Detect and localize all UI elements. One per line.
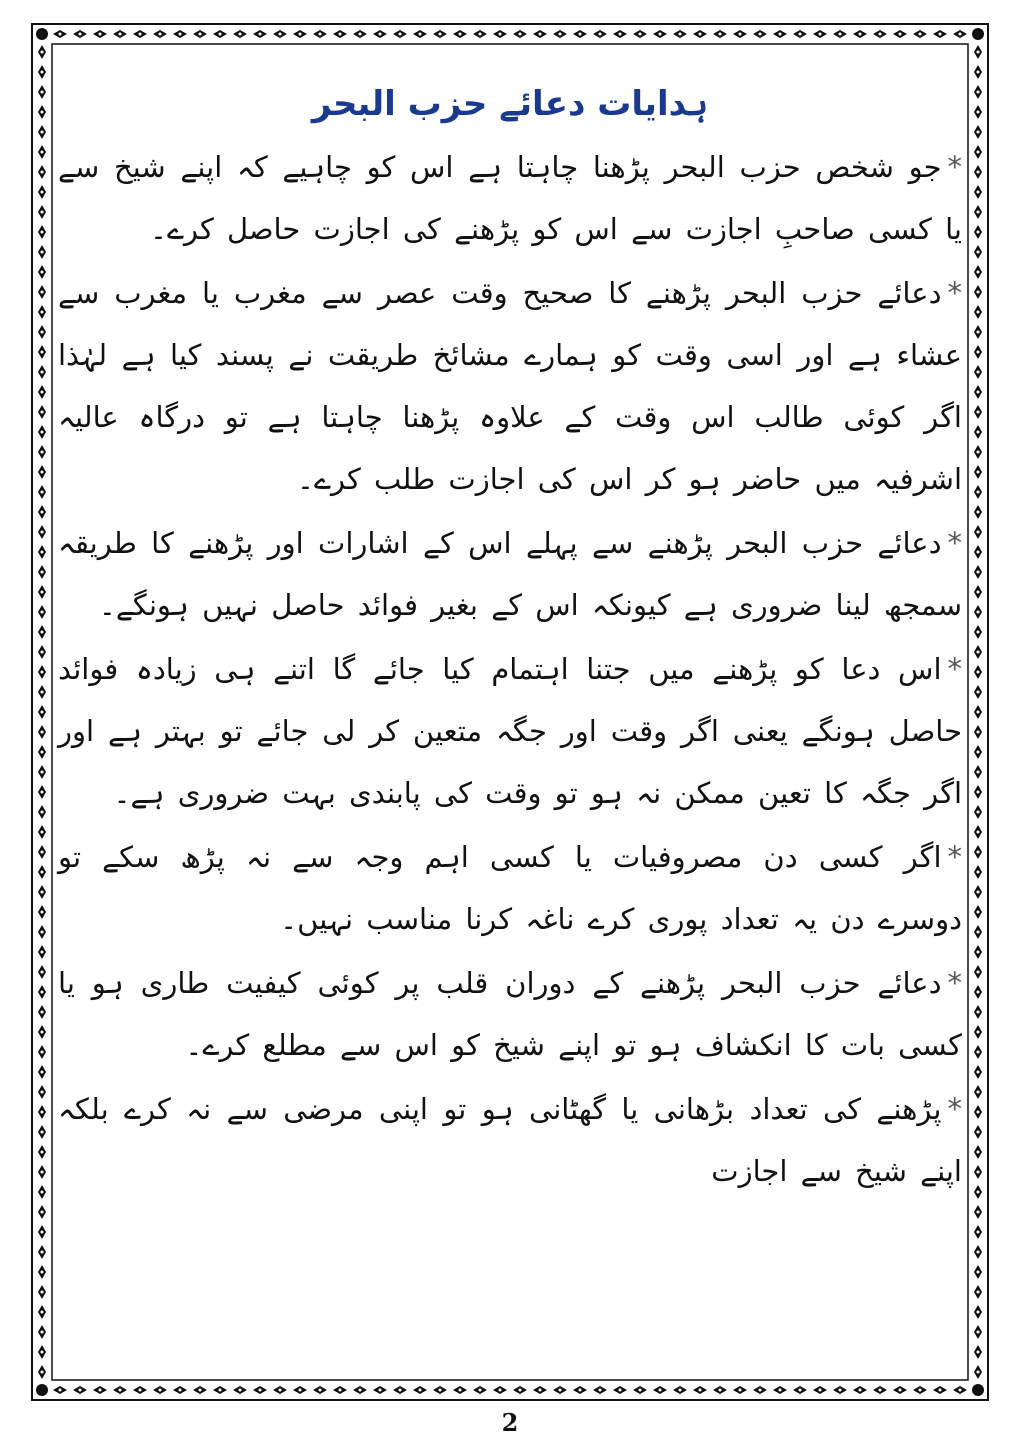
- border-bead-dot: [41, 1311, 44, 1314]
- border-bead-dot: [977, 1131, 980, 1134]
- border-bead-dot: [379, 33, 382, 36]
- border-bead-dot: [977, 431, 980, 434]
- border-bead-dot: [41, 1271, 44, 1274]
- paragraph-text: پڑھنے کی تعداد بڑھانی یا گھٹانی ہو تو اپنی مرضی سے نہ کرے بلکہ اپنے شیخ سے اجازت: [58, 1092, 962, 1188]
- border-bead-dot: [41, 1331, 44, 1334]
- border-bead-dot: [479, 33, 482, 36]
- border-bead-dot: [977, 711, 980, 714]
- border-bead-dot: [779, 33, 782, 36]
- border-bead-dot: [399, 1389, 402, 1392]
- border-bead-dot: [459, 33, 462, 36]
- border-bead-dot: [41, 211, 44, 214]
- border-bead-dot: [41, 71, 44, 74]
- border-bead-dot: [41, 51, 44, 54]
- border-bead-dot: [599, 33, 602, 36]
- border-bead-dot: [879, 33, 882, 36]
- border-bead-dot: [977, 971, 980, 974]
- border-bead-dot: [779, 1389, 782, 1392]
- border-bead-dot: [41, 951, 44, 954]
- border-bead-dot: [579, 33, 582, 36]
- border-bead-dot: [99, 33, 102, 36]
- border-bead-dot: [977, 371, 980, 374]
- border-bead-dot: [379, 1389, 382, 1392]
- border-bead-dot: [799, 33, 802, 36]
- border-bead-dot: [41, 1171, 44, 1174]
- border-bead-dot: [599, 1389, 602, 1392]
- paragraph-7: [58, 1078, 962, 1202]
- paragraph-text: اس دعا کو پڑھنے میں جتنا اہتمام کیا جائے گا اتنے ہی زیادہ فوائد حاصل ہونگے یعنی اگر وقت اور جگہ متعین کر لی جائے تو بہتر ہے اور اگر جگہ کا تعین ممکن نہ ہو تو وقت کی پابندی بہت ضروری ہے۔: [58, 652, 962, 810]
- border-bead-dot: [977, 1091, 980, 1094]
- border-bead-dot: [977, 231, 980, 234]
- border-corner: [972, 1384, 984, 1396]
- border-bead-dot: [977, 771, 980, 774]
- border-bead-dot: [977, 931, 980, 934]
- border-bead-dot: [41, 491, 44, 494]
- border-bead-dot: [977, 591, 980, 594]
- page-title: ہدایات دعائے حزب البحر: [311, 84, 709, 124]
- border-bead-dot: [299, 1389, 302, 1392]
- border-bead-dot: [41, 1291, 44, 1294]
- bullet-marker: *: [947, 966, 962, 1000]
- border-bead-dot: [977, 571, 980, 574]
- bullet-marker: *: [947, 150, 962, 184]
- border-bead-dot: [977, 751, 980, 754]
- border-bead-dot: [41, 151, 44, 154]
- bullet-marker: *: [947, 526, 962, 560]
- paragraph-2: [58, 262, 962, 510]
- border-bead-dot: [519, 33, 522, 36]
- border-bead-dot: [41, 351, 44, 354]
- border-bead-dot: [977, 1291, 980, 1294]
- border-bead-dot: [439, 1389, 442, 1392]
- border-bead-dot: [977, 911, 980, 914]
- border-bead-dot: [977, 671, 980, 674]
- border-bead-dot: [439, 33, 442, 36]
- border-bead-dot: [899, 1389, 902, 1392]
- border-bead-dot: [359, 1389, 362, 1392]
- border-bead-dot: [41, 1191, 44, 1194]
- border-bead-dot: [977, 131, 980, 134]
- border-bead-dot: [859, 33, 862, 36]
- border-bead-dot: [41, 1071, 44, 1074]
- border-bead-dot: [619, 1389, 622, 1392]
- border-bead-dot: [279, 33, 282, 36]
- border-bead-dot: [41, 1051, 44, 1054]
- border-bead-dot: [919, 1389, 922, 1392]
- border-bead-dot: [977, 451, 980, 454]
- border-bead-dot: [919, 33, 922, 36]
- border-bead-dot: [959, 1389, 962, 1392]
- bullet-marker: *: [947, 652, 962, 686]
- border-bead-dot: [41, 231, 44, 234]
- border-bead-dot: [41, 991, 44, 994]
- border-bead-dot: [977, 991, 980, 994]
- border-bead-dot: [977, 311, 980, 314]
- border-bead-dot: [977, 791, 980, 794]
- border-bead-dot: [759, 1389, 762, 1392]
- border-bead-dot: [41, 1351, 44, 1354]
- border-bead-dot: [119, 1389, 122, 1392]
- border-bead-dot: [41, 291, 44, 294]
- border-bead-dot: [977, 391, 980, 394]
- border-bead-dot: [41, 671, 44, 674]
- border-bead-dot: [977, 291, 980, 294]
- border-bead-dot: [619, 33, 622, 36]
- border-bead-dot: [79, 33, 82, 36]
- paragraph-6: [58, 952, 962, 1076]
- border-bead-dot: [41, 891, 44, 894]
- border-bead-dot: [419, 33, 422, 36]
- border-bead-dot: [977, 851, 980, 854]
- border-bead-dot: [41, 1371, 44, 1374]
- border-bead-dot: [499, 33, 502, 36]
- border-bead-dot: [899, 33, 902, 36]
- border-bead-dot: [839, 33, 842, 36]
- border-bead-dot: [977, 951, 980, 954]
- border-bead-dot: [977, 171, 980, 174]
- border-bead-dot: [119, 33, 122, 36]
- border-bead-dot: [579, 1389, 582, 1392]
- border-bead-dot: [41, 371, 44, 374]
- border-bead-dot: [239, 33, 242, 36]
- border-bead-dot: [977, 1011, 980, 1014]
- border-bead-dot: [977, 1171, 980, 1174]
- border-bead-dot: [339, 1389, 342, 1392]
- border-bead-dot: [41, 1211, 44, 1214]
- border-bead-dot: [99, 1389, 102, 1392]
- border-bead-dot: [41, 1251, 44, 1254]
- border-bead-dot: [977, 551, 980, 554]
- border-bead-dot: [41, 911, 44, 914]
- border-bead-dot: [977, 1331, 980, 1334]
- border-bead-dot: [41, 111, 44, 114]
- border-bead-dot: [59, 1389, 62, 1392]
- border-bead-dot: [199, 1389, 202, 1392]
- border-bead-dot: [977, 1151, 980, 1154]
- border-bead-dot: [939, 33, 942, 36]
- border-bead-dot: [41, 771, 44, 774]
- border-bead-dot: [639, 1389, 642, 1392]
- border-bead-dot: [419, 1389, 422, 1392]
- border-bead-dot: [679, 33, 682, 36]
- border-bead-dot: [41, 471, 44, 474]
- border-bead-dot: [977, 471, 980, 474]
- border-bead-dot: [41, 711, 44, 714]
- border-bead-dot: [977, 71, 980, 74]
- border-bead-dot: [959, 33, 962, 36]
- border-bead-dot: [359, 33, 362, 36]
- border-bead-dot: [399, 33, 402, 36]
- border-bead-dot: [219, 33, 222, 36]
- border-bead-dot: [41, 591, 44, 594]
- border-bead-dot: [41, 831, 44, 834]
- border-bead-dot: [559, 33, 562, 36]
- border-bead-dot: [839, 1389, 842, 1392]
- border-bead-dot: [41, 871, 44, 874]
- border-bead-dot: [977, 511, 980, 514]
- border-bead-dot: [659, 1389, 662, 1392]
- border-bead-dot: [977, 1231, 980, 1234]
- border-bead-dot: [259, 33, 262, 36]
- border-bead-dot: [239, 1389, 242, 1392]
- border-bead-dot: [977, 1351, 980, 1354]
- border-bead-dot: [41, 1151, 44, 1154]
- border-bead-dot: [41, 91, 44, 94]
- border-bead-dot: [977, 191, 980, 194]
- border-bead-dot: [719, 1389, 722, 1392]
- border-bead-dot: [41, 611, 44, 614]
- paragraph-text: دعائے حزب البحر پڑھنے سے پہلے اس کے اشارات اور پڑھنے کا طریقہ سمجھ لینا ضروری ہے کیونکہ اس کے بغیر فوائد حاصل نہیں ہونگے۔: [58, 526, 962, 622]
- border-bead-dot: [539, 1389, 542, 1392]
- border-bead-dot: [977, 631, 980, 634]
- border-bead-dot: [41, 1091, 44, 1094]
- border-bead-dot: [799, 1389, 802, 1392]
- paragraph-text: دعائے حزب البحر پڑھنے کا صحیح وقت عصر سے مغرب یا مغرب سے عشاء ہے اور اسی وقت کو ہمارے مشائخ طریقت نے پسند کیا ہے لہٰذا اگر کوئی طالب اس وقت کے علاوہ پڑھنا چاہتا ہے تو درگاہ عالیہ اشرفیہ میں حاضر ہو کر اس کی اجازت طلب کرے۔: [58, 276, 962, 496]
- paragraph-3: [58, 512, 962, 636]
- border-bead-dot: [41, 631, 44, 634]
- border-bead-dot: [977, 531, 980, 534]
- border-bead-dot: [41, 1111, 44, 1114]
- border-bead-dot: [977, 51, 980, 54]
- border-bead-dot: [41, 751, 44, 754]
- paragraph-text: جو شخص حزب البحر پڑھنا چاہتا ہے اس کو چاہیے کہ اپنے شیخ سے یا کسی صاحبِ اجازت سے اس کو پڑھنے کی اجازت حاصل کرے۔: [58, 150, 962, 246]
- border-bead-dot: [41, 931, 44, 934]
- border-bead-dot: [879, 1389, 882, 1392]
- border-bead-dot: [139, 33, 142, 36]
- border-bead-dot: [41, 1231, 44, 1234]
- border-bead-dot: [41, 1031, 44, 1034]
- border-bead-dot: [41, 431, 44, 434]
- page-number: 2: [501, 1408, 519, 1437]
- border-bead-dot: [41, 1131, 44, 1134]
- border-bead-dot: [739, 33, 742, 36]
- border-bead-dot: [977, 331, 980, 334]
- border-bead-dot: [699, 33, 702, 36]
- border-bead-dot: [977, 1311, 980, 1314]
- page-content: [58, 78, 962, 1371]
- border-bead-dot: [41, 191, 44, 194]
- border-bead-dot: [219, 1389, 222, 1392]
- border-bead-dot: [479, 1389, 482, 1392]
- border-bead-dot: [977, 1031, 980, 1034]
- border-bead-dot: [977, 611, 980, 614]
- paragraph-text: اگر کسی دن مصروفیات یا کسی اہم وجہ سے نہ پڑھ سکے تو دوسرے دن یہ تعداد پوری کرے ناغہ کرنا مناسب نہیں۔: [58, 840, 962, 936]
- bullet-marker: *: [947, 276, 962, 310]
- border-bead-dot: [59, 33, 62, 36]
- border-bead-dot: [977, 91, 980, 94]
- border-bead-dot: [639, 33, 642, 36]
- border-corner: [972, 28, 984, 40]
- border-bead-dot: [41, 791, 44, 794]
- border-bead-dot: [179, 1389, 182, 1392]
- border-bead-dot: [159, 1389, 162, 1392]
- border-bead-dot: [279, 1389, 282, 1392]
- border-bead-dot: [759, 33, 762, 36]
- border-bead-dot: [259, 1389, 262, 1392]
- border-bead-dot: [977, 1071, 980, 1074]
- border-corner: [36, 28, 48, 40]
- bullet-marker: *: [947, 840, 962, 874]
- border-bead-dot: [977, 831, 980, 834]
- border-bead-dot: [319, 33, 322, 36]
- border-bead-dot: [159, 33, 162, 36]
- border-bead-dot: [41, 691, 44, 694]
- border-bead-dot: [41, 171, 44, 174]
- border-bead-dot: [977, 691, 980, 694]
- border-bead-dot: [41, 971, 44, 974]
- border-bead-dot: [41, 411, 44, 414]
- border-bead-dot: [41, 571, 44, 574]
- border-bead-dot: [139, 1389, 142, 1392]
- border-bead-dot: [977, 351, 980, 354]
- border-bead-dot: [41, 451, 44, 454]
- border-bead-dot: [559, 1389, 562, 1392]
- border-bead-dot: [739, 1389, 742, 1392]
- border-bead-dot: [977, 1371, 980, 1374]
- border-bead-dot: [41, 531, 44, 534]
- border-bead-dot: [977, 151, 980, 154]
- border-bead-dot: [977, 251, 980, 254]
- border-bead-dot: [519, 1389, 522, 1392]
- bullet-marker: *: [947, 1092, 962, 1126]
- border-bead-dot: [499, 1389, 502, 1392]
- paragraph-1: [58, 136, 962, 260]
- border-bead-dot: [41, 331, 44, 334]
- border-corner: [36, 1384, 48, 1396]
- border-bead-dot: [79, 1389, 82, 1392]
- border-bead-dot: [339, 33, 342, 36]
- border-bead-dot: [977, 1191, 980, 1194]
- border-bead-dot: [41, 851, 44, 854]
- border-bead-dot: [977, 111, 980, 114]
- paragraph-5: [58, 826, 962, 950]
- border-bead-dot: [459, 1389, 462, 1392]
- border-bead-dot: [977, 211, 980, 214]
- border-bead-dot: [859, 1389, 862, 1392]
- border-bead-dot: [939, 1389, 942, 1392]
- border-bead-dot: [41, 551, 44, 554]
- border-bead-dot: [319, 1389, 322, 1392]
- border-bead-dot: [719, 33, 722, 36]
- paragraph-4: [58, 638, 962, 824]
- border-bead-dot: [977, 1251, 980, 1254]
- border-bead-dot: [819, 33, 822, 36]
- border-bead-dot: [977, 731, 980, 734]
- border-bead-dot: [179, 33, 182, 36]
- border-bead-dot: [41, 271, 44, 274]
- border-bead-dot: [977, 411, 980, 414]
- border-bead-dot: [41, 391, 44, 394]
- border-bead-dot: [539, 33, 542, 36]
- border-bead-dot: [977, 271, 980, 274]
- border-bead-dot: [977, 871, 980, 874]
- border-bead-dot: [41, 731, 44, 734]
- border-bead-dot: [699, 1389, 702, 1392]
- border-bead-dot: [199, 33, 202, 36]
- border-bead-dot: [819, 1389, 822, 1392]
- border-bead-dot: [977, 491, 980, 494]
- border-bead-dot: [41, 511, 44, 514]
- border-bead-dot: [977, 891, 980, 894]
- border-bead-dot: [977, 1051, 980, 1054]
- border-bead-dot: [41, 811, 44, 814]
- border-bead-dot: [41, 1011, 44, 1014]
- paragraph-text: دعائے حزب البحر پڑھنے کے دوران قلب پر کوئی کیفیت طاری ہو یا کسی بات کا انکشاف ہو تو اپنے شیخ کو اس سے مطلع کرے۔: [58, 966, 962, 1062]
- border-bead-dot: [977, 1271, 980, 1274]
- border-bead-dot: [41, 251, 44, 254]
- border-bead-dot: [659, 33, 662, 36]
- border-bead-dot: [41, 311, 44, 314]
- border-bead-dot: [977, 1211, 980, 1214]
- border-bead-dot: [299, 33, 302, 36]
- border-bead-dot: [977, 1111, 980, 1114]
- border-bead-dot: [41, 651, 44, 654]
- border-bead-dot: [679, 1389, 682, 1392]
- border-bead-dot: [977, 811, 980, 814]
- border-bead-dot: [977, 651, 980, 654]
- border-bead-dot: [41, 131, 44, 134]
